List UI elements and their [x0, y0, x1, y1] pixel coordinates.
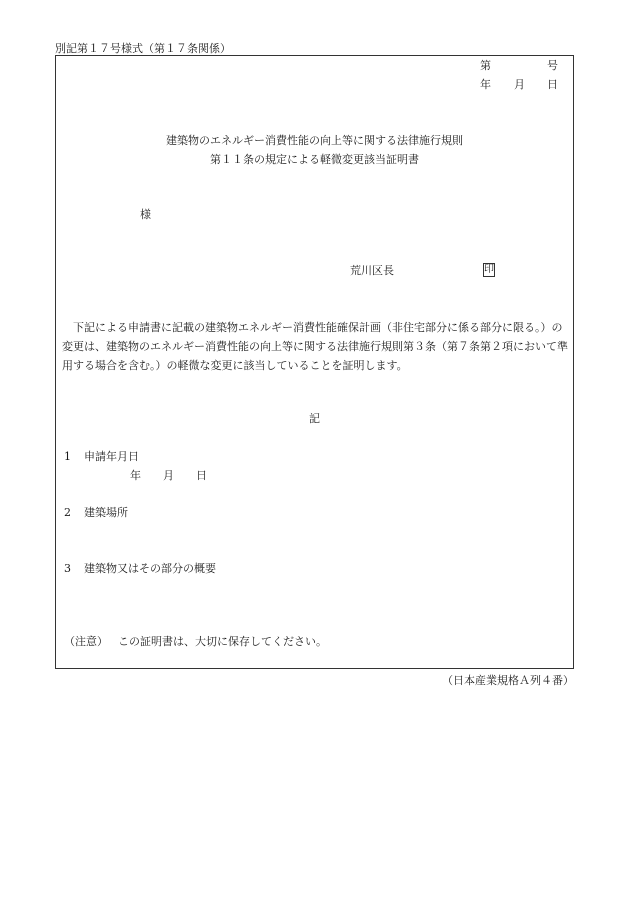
- title-line-1: 建築物のエネルギー消費性能の向上等に関する法律施行規則: [166, 134, 463, 147]
- notice-text: この証明書は、大切に保存してください。: [118, 635, 327, 648]
- title-line-2: 第１１条の規定による軽微変更該当証明書: [210, 153, 419, 166]
- body-line-3: 用する場合を含む。）の軽微な変更に該当していることを証明します。: [62, 359, 408, 372]
- item-1-number: 1: [64, 450, 71, 463]
- number-suffix: 号: [547, 59, 558, 72]
- paper-size-note: （日本産業規格Ａ列４番）: [442, 674, 574, 687]
- item-2-number: 2: [64, 506, 71, 519]
- application-year-label: 年: [130, 469, 141, 482]
- issue-month-label: 月: [514, 78, 525, 91]
- application-day-label: 日: [196, 469, 207, 482]
- application-month-label: 月: [163, 469, 174, 482]
- item-3-label: 建築物又はその部分の概要: [84, 562, 216, 575]
- item-3-number: 3: [64, 562, 71, 575]
- body-line-1: 下記による申請書に記載の建築物エネルギー消費性能確保計画（非住宅部分に係る部分に限る。）の: [73, 321, 563, 334]
- body-paragraph: [62, 318, 570, 375]
- ki-heading: 記: [309, 412, 320, 425]
- item-2-label: 建築場所: [84, 506, 128, 519]
- item-1-label: 申請年月日: [84, 450, 139, 463]
- form-number: 別記第１７号様式（第１７条関係）: [55, 42, 231, 55]
- notice-label: （注意）: [64, 635, 108, 648]
- addressee-honorific: 様: [140, 208, 151, 221]
- body-line-2: 変更は、建築物のエネルギー消費性能の向上等に関する法律施行規則第３条（第７条第２項において準: [62, 340, 568, 353]
- issue-day-label: 日: [547, 78, 558, 91]
- number-prefix: 第: [480, 59, 491, 72]
- seal-stamp-box: 印: [484, 264, 494, 275]
- issue-year-label: 年: [480, 78, 491, 91]
- issuer-title: 荒川区長: [350, 264, 394, 277]
